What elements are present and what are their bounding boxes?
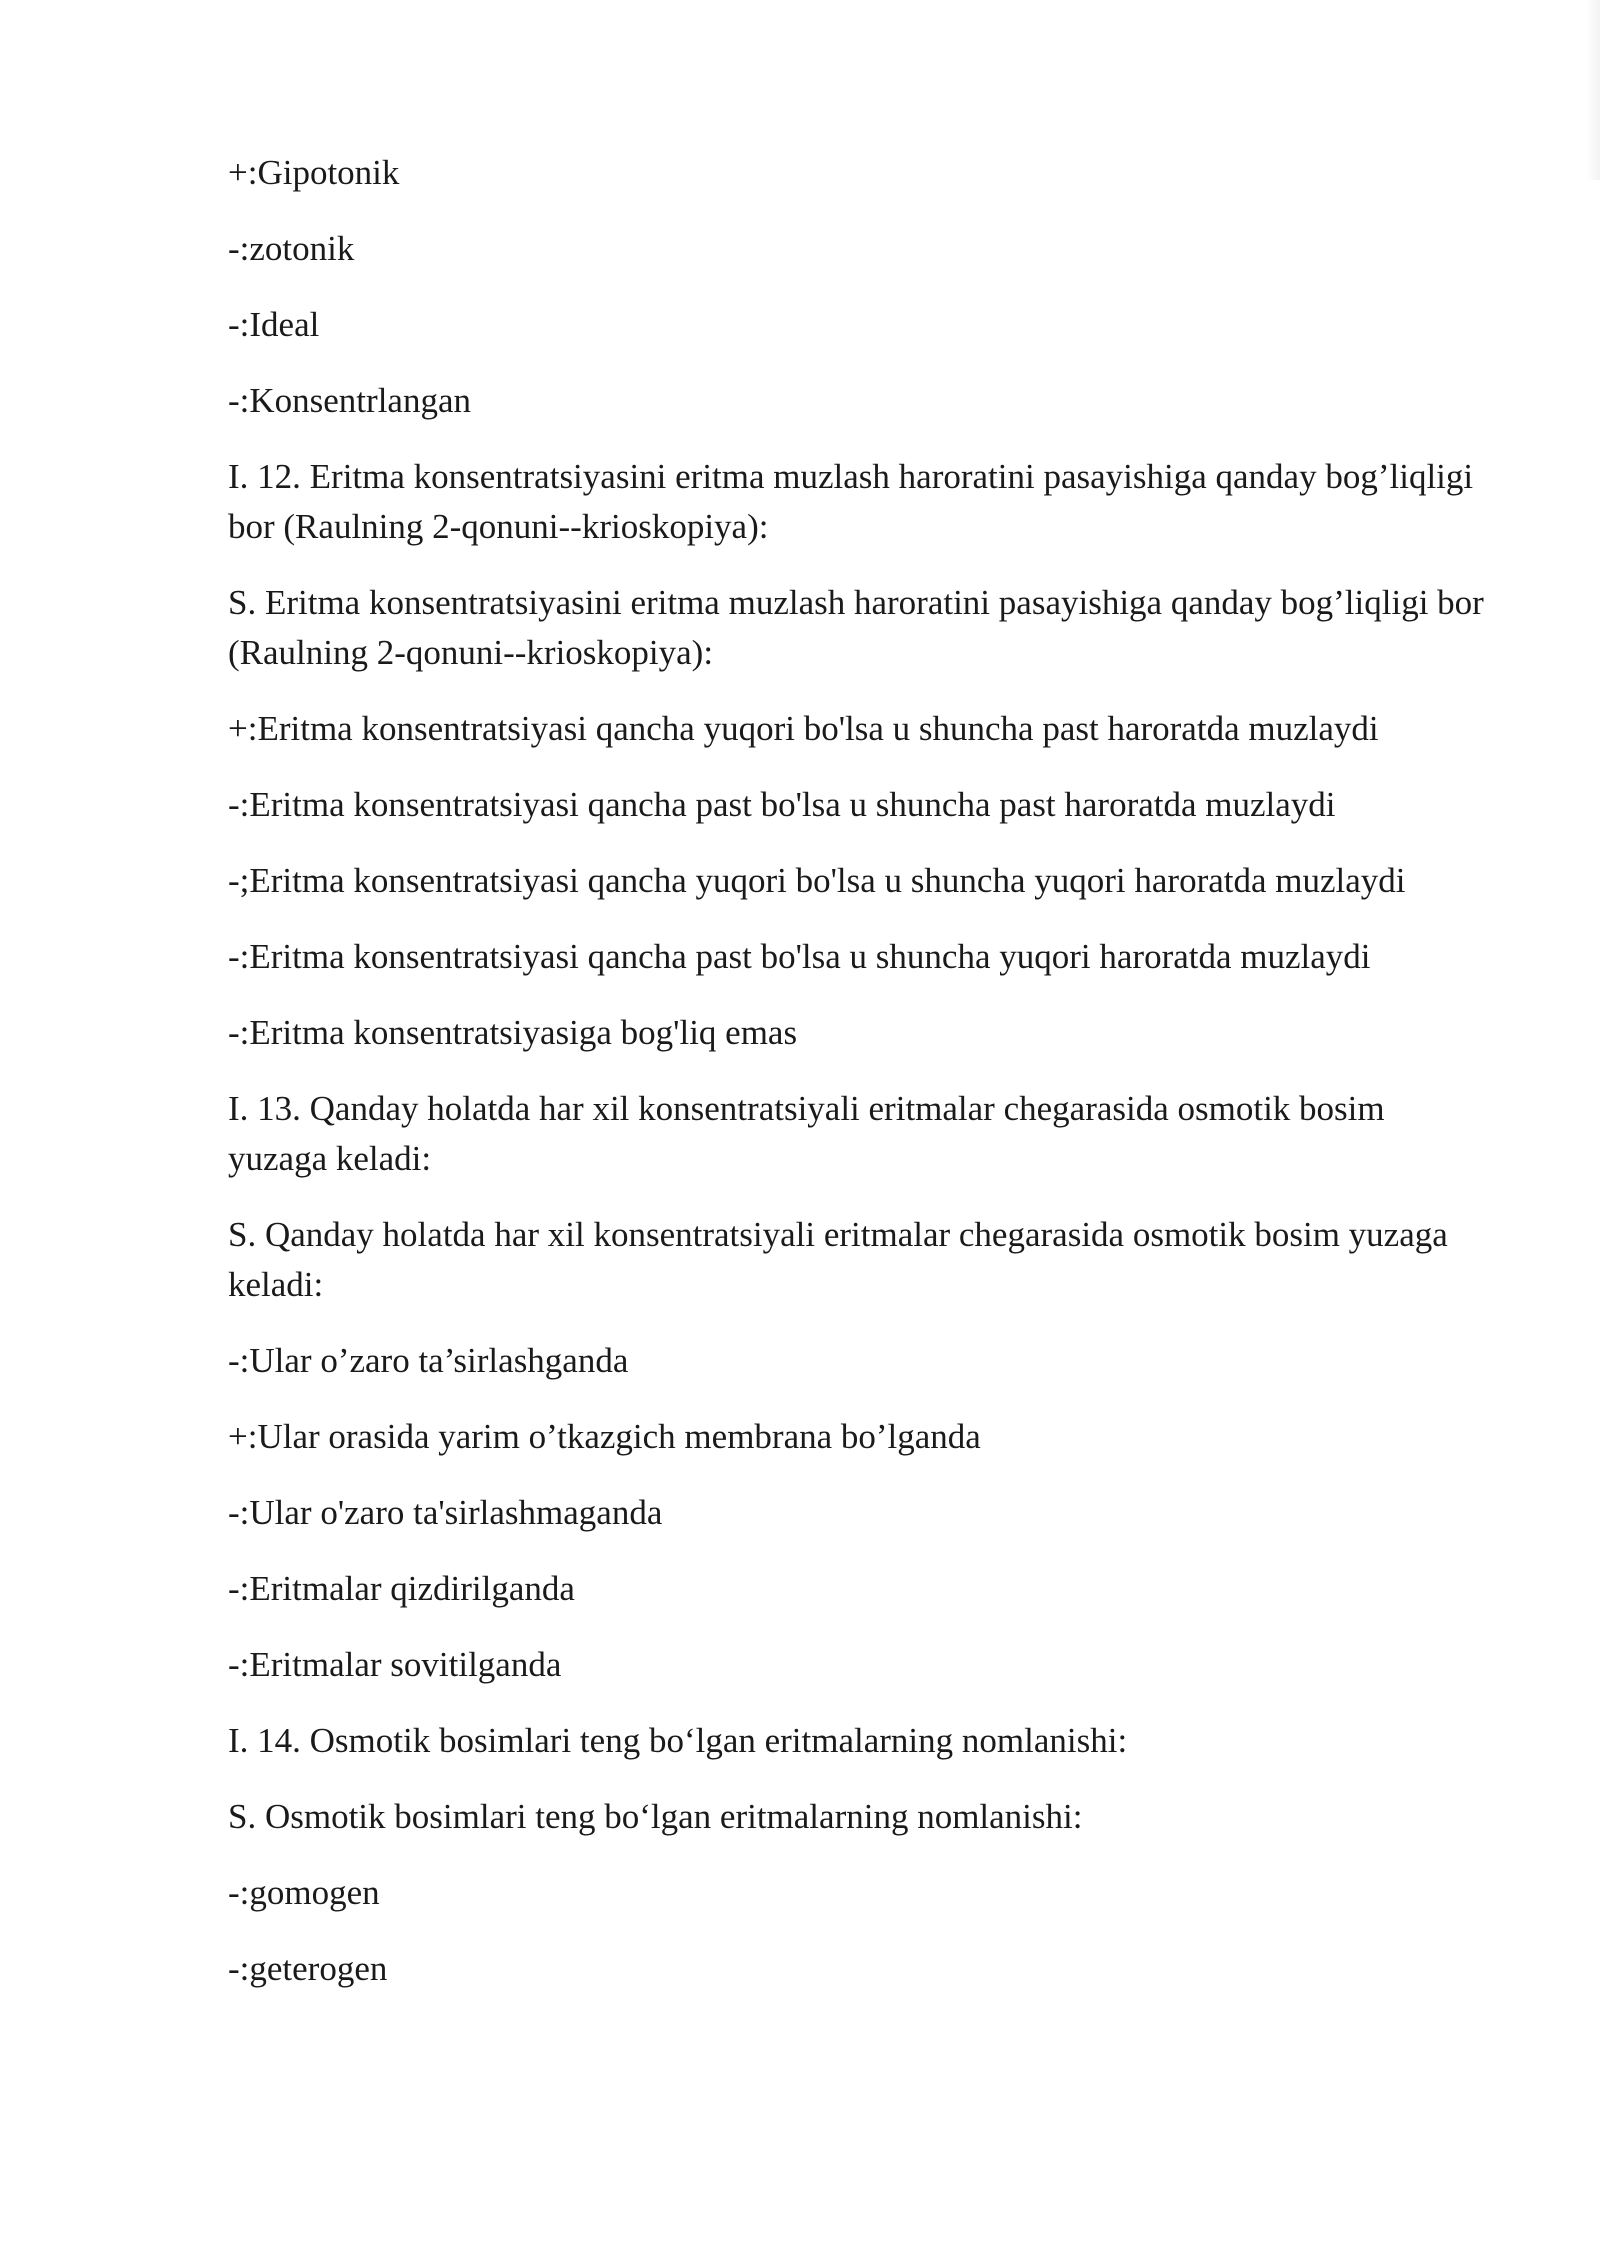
page-edge-shadow bbox=[1586, 0, 1600, 180]
question-heading: I. 14. Osmotik bosimlari teng bo‘lgan eritmalarning nomlanishi: bbox=[228, 1721, 1128, 1760]
answer-option: +:Eritma konsentratsiyasi qancha yuqori bo'lsa u shuncha past haroratda muzlaydi bbox=[228, 709, 1379, 748]
document-body bbox=[228, 148, 1488, 2020]
answer-option: -:Konsentrlangan bbox=[228, 381, 471, 420]
answer-option: -:Eritma konsentratsiyasi qancha past bo'lsa u shuncha yuqori haroratda muzlaydi bbox=[228, 937, 1371, 976]
answer-option: +:Ular orasida yarim o’tkazgich membrana bo’lganda bbox=[228, 1417, 981, 1456]
answer-option: -:geterogen bbox=[228, 1949, 388, 1988]
question-statement: S. Osmotik bosimlari teng bo‘lgan eritmalarning nomlanishi: bbox=[228, 1797, 1083, 1836]
answer-option: -:Ideal bbox=[228, 305, 320, 344]
answer-option: -:Eritmalar qizdirilganda bbox=[228, 1569, 575, 1608]
answer-option: -:Eritmalar sovitilganda bbox=[228, 1645, 562, 1684]
answer-option: -:gomogen bbox=[228, 1873, 380, 1912]
question-heading: I. 12. Eritma konsentratsiyasini eritma muzlash haroratini pasayishiga qanday bog’liqligi bor (Raulning 2-qonuni--krioskopiya): bbox=[228, 457, 1474, 546]
answer-option: +:Gipotonik bbox=[228, 153, 400, 192]
question-statement: S. Eritma konsentratsiyasini eritma muzlash haroratini pasayishiga qanday bog’liqligi bor (Raulning 2-qonuni--krioskopiya): bbox=[228, 583, 1484, 672]
answer-option: -;Eritma konsentratsiyasi qancha yuqori bo'lsa u shuncha yuqori haroratda muzlaydi bbox=[228, 861, 1406, 900]
question-statement: S. Qanday holatda har xil konsentratsiyali eritmalar chegarasida osmotik bosim yuzaga keladi: bbox=[228, 1215, 1448, 1304]
answer-option: -:Ular o’zaro ta’sirlashganda bbox=[228, 1341, 629, 1380]
answer-option: -:Eritma konsentratsiyasi qancha past bo'lsa u shuncha past haroratda muzlaydi bbox=[228, 785, 1336, 824]
answer-option: -:Eritma konsentratsiyasiga bog'liq emas bbox=[228, 1013, 798, 1052]
question-heading: I. 13. Qanday holatda har xil konsentratsiyali eritmalar chegarasida osmotik bosim yuzaga keladi: bbox=[228, 1089, 1385, 1178]
answer-option: -:zotonik bbox=[228, 229, 355, 268]
answer-option: -:Ular o'zaro ta'sirlashmaganda bbox=[228, 1493, 663, 1532]
